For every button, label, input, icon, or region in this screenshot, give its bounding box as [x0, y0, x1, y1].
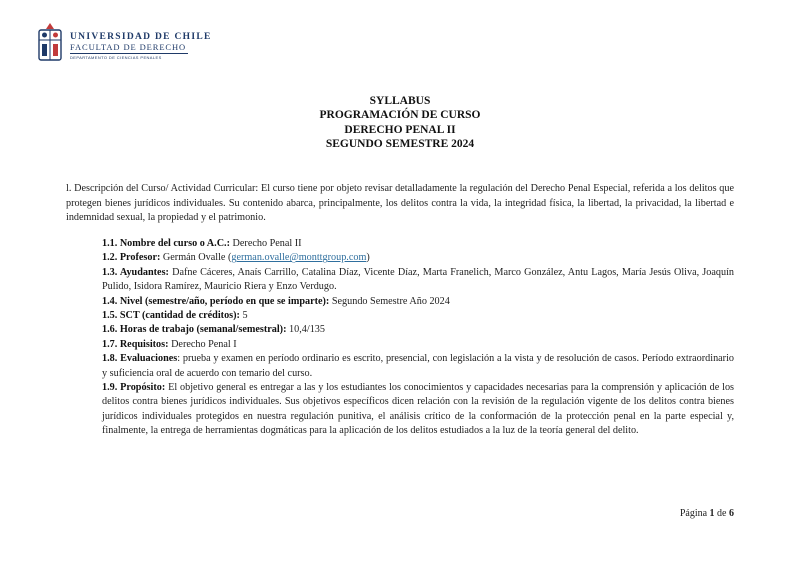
detail-evaluaciones — [102, 352, 734, 381]
detail-nivel — [102, 295, 734, 309]
detail-label: 1.9. Propósito: — [102, 382, 166, 394]
detail-value: Derecho Penal II — [232, 238, 302, 249]
detail-value: Dafne Cáceres, Anaís Carrillo, Catalina Díaz, Vicente Díaz, Marta Franelich, Marco González, Antu Lagos, María Jesús Oliva, Joaquín Pulido, Isidora Ramírez, Mauricio Riera y Enzo Verdugo. — [102, 266, 735, 293]
detail-label: 1.7. Requisitos: — [102, 338, 169, 350]
university-seal-icon — [36, 22, 64, 64]
detail-value: Germán Ovalle ( — [162, 252, 232, 264]
current-page: 1 — [709, 508, 715, 519]
detail-value: El objetivo general es entregar a las y los estudiantes los conocimientos y capacidades necesarias para la comprensión y aplicación de los delitos contra bienes jurídicos individuales. Sus objetivos específicos dicen relación con la revisión de la regulación vigente de los delitos contra bienes jurídicos individuales protegidos en nuestra regulación punitiva, el análisis crítico de la conformación de la protección penal en la parte especial y, finalmente, la entrega de herramientas dogmáticas para la aplicación de los delitos estudiados a la luz de la teoría general del delito. — [102, 382, 735, 437]
logo-text — [70, 32, 212, 60]
detail-value: Derecho Penal I — [171, 338, 237, 350]
page-number — [680, 508, 734, 519]
detail-nombre — [102, 237, 734, 251]
page-word: Página — [679, 508, 708, 519]
detail-label: 1.2. Profesor: — [102, 252, 161, 264]
faculty-name: FACULTAD DE DERECHO — [70, 42, 187, 52]
detail-label: 1.5. SCT (cantidad de créditos): — [102, 310, 240, 322]
detail-value: Segundo Semestre Año 2024 — [331, 295, 450, 307]
title-line-syllabus: SYLLABUS — [369, 95, 431, 107]
university-logo — [36, 22, 212, 64]
course-description: l. Descripción del Curso/ Actividad Curricular: El curso tiene por objeto revisar detalladamente la regulación del Derecho Penal Especial, referida a los delitos que protegen bienes jurídicos individuales. Su contenido abarca, principalmente, los delitos contra la vida, la integridad física, la libertad, la privacidad, la libertad e indemnidad sexual, la propiedad y el patrimonio. — [66, 183, 734, 224]
professor-email-link[interactable]: german.ovalle@monttgroup.com — [231, 252, 367, 264]
course-details — [102, 237, 734, 439]
detail-value: 10,4/135 — [289, 324, 325, 336]
title-line-course: DERECHO PENAL II — [344, 123, 456, 136]
logo-divider — [70, 53, 188, 54]
detail-label: 1.8. Evaluaciones — [102, 353, 178, 365]
detail-label: 1.4. Nivel (semestre/año, período en que se imparte): — [102, 295, 330, 307]
department-name: DEPARTAMENTO DE CIENCIAS PENALES — [70, 55, 162, 60]
of-word: de — [717, 508, 727, 519]
detail-value: : prueba y examen en período ordinario es escrito, presencial, con legislación a la vista y de resolución de casos. Período extraordinario y suficiencia oral de acuerdo con temario del curso. — [102, 353, 734, 379]
detail-label: 1.1. Nombre del curso o A.C.: — [102, 238, 230, 249]
detail-value-close: ) — [366, 252, 370, 264]
detail-label: 1.6. Horas de trabajo (semanal/semestral): — [102, 324, 287, 336]
university-name: UNIVERSIDAD DE CHILE — [70, 32, 212, 42]
detail-ayudantes — [102, 266, 734, 295]
detail-label: 1.3. Ayudantes: — [102, 266, 169, 278]
title-line-semester: SEGUNDO SEMESTRE 2024 — [325, 138, 475, 151]
detail-profesor — [102, 251, 734, 265]
document-title — [0, 94, 800, 152]
detail-sct — [102, 309, 734, 323]
detail-value: 5 — [242, 310, 248, 322]
total-pages: 6 — [729, 508, 734, 519]
detail-proposito — [102, 381, 734, 439]
detail-requisitos — [102, 338, 734, 352]
detail-horas — [102, 323, 734, 337]
title-line-programacion: PROGRAMACIÓN DE CURSO — [319, 109, 481, 122]
